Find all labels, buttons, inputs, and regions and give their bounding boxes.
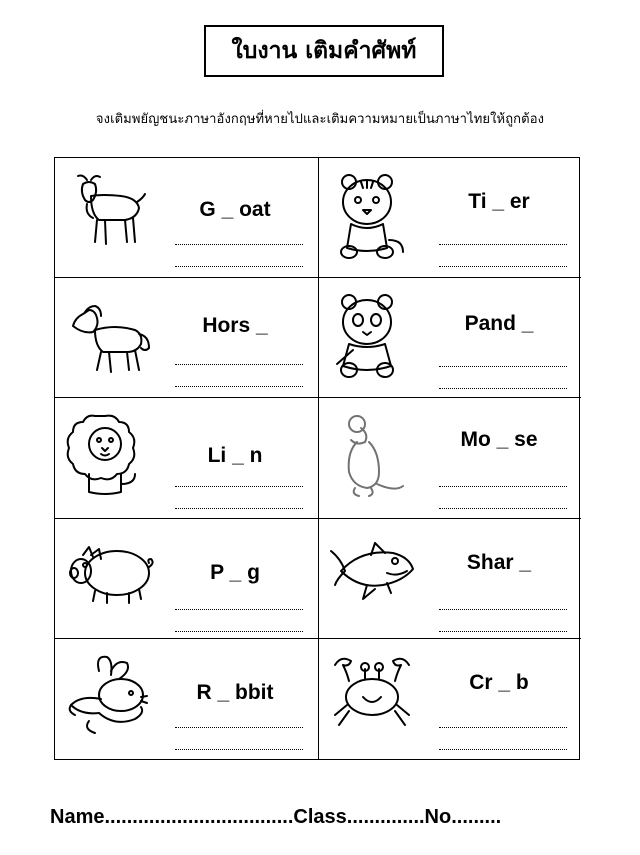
answer-line-2[interactable] — [175, 266, 303, 267]
card-shark — [319, 519, 581, 639]
answer-line-2[interactable] — [439, 508, 567, 509]
answer-line-2[interactable] — [175, 386, 303, 387]
card-goat — [55, 158, 319, 278]
card-lion — [55, 398, 319, 518]
answer-line-1[interactable] — [175, 727, 303, 728]
student-info-line: Name..................................Class..............No......... — [50, 806, 502, 828]
answer-line-2[interactable] — [175, 508, 303, 509]
word-puzzle: Cr _ b — [469, 670, 529, 694]
word-puzzle: P _ g — [210, 560, 260, 584]
goat-icon — [65, 170, 155, 264]
panda-icon — [327, 290, 417, 384]
tiger-icon — [327, 170, 417, 264]
answer-line-1[interactable] — [175, 609, 303, 610]
horse-icon — [65, 290, 155, 384]
answer-line-2[interactable] — [439, 631, 567, 632]
shark-icon — [327, 531, 417, 625]
answer-line-1[interactable] — [175, 486, 303, 487]
answer-line-1[interactable] — [175, 244, 303, 245]
mouse-icon — [327, 410, 417, 504]
word-puzzle: Mo _ se — [460, 428, 538, 452]
card-rabbit — [55, 639, 319, 759]
word-puzzle: Li _ n — [207, 444, 263, 468]
rabbit-icon — [65, 651, 155, 745]
word-puzzle: G _ oat — [199, 198, 271, 221]
word-puzzle: Hors _ — [202, 314, 268, 338]
answer-line-1[interactable] — [439, 244, 567, 245]
pig-icon — [65, 531, 155, 625]
crab-icon — [327, 651, 417, 745]
answer-line-1[interactable] — [439, 727, 567, 728]
card-crab — [319, 639, 581, 759]
word-puzzle: R _ bbit — [196, 680, 274, 704]
word-puzzle: Shar _ — [466, 550, 532, 574]
answer-line-2[interactable] — [439, 266, 567, 267]
card-tiger — [319, 158, 581, 278]
word-puzzle: Pand _ — [464, 312, 534, 336]
answer-line-2[interactable] — [439, 749, 567, 750]
answer-line-2[interactable] — [175, 631, 303, 632]
card-mouse — [319, 398, 581, 518]
card-horse — [55, 278, 319, 398]
worksheet-title: ใบงาน เติมคำศัพท์ — [204, 25, 444, 77]
instruction-text: จงเติมพยัญชนะภาษาอังกฤษที่หายไปและเติมความหมายเป็นภาษาไทยให้ถูกต้อง — [95, 112, 545, 127]
answer-line-2[interactable] — [175, 749, 303, 750]
answer-line-1[interactable] — [439, 609, 567, 610]
word-puzzle: Ti _ er — [468, 190, 530, 213]
vocabulary-grid — [54, 157, 580, 760]
card-pig — [55, 519, 319, 639]
card-panda — [319, 278, 581, 398]
lion-icon — [65, 410, 155, 504]
answer-line-1[interactable] — [439, 486, 567, 487]
answer-line-1[interactable] — [439, 366, 567, 367]
answer-line-1[interactable] — [175, 364, 303, 365]
answer-line-2[interactable] — [439, 388, 567, 389]
